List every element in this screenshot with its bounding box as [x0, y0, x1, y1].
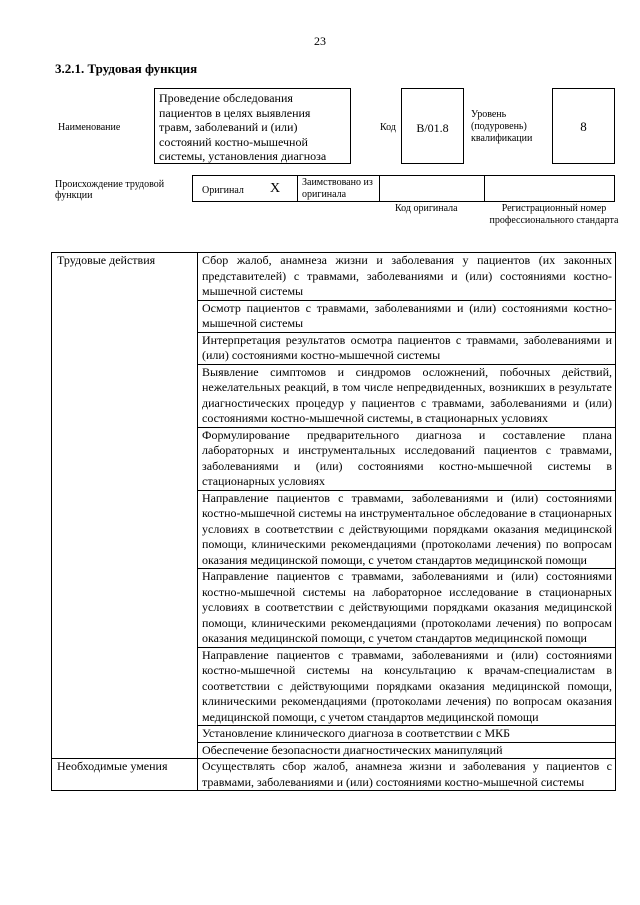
code-original-cell [380, 175, 485, 202]
reg-number-cell [485, 175, 615, 202]
function-name-box: Проведение обследования пациентов в целях выявления травм, заболеваний и (или) состояний костно-мышечной системы, установления диагноза [154, 88, 351, 164]
borrowed-cell [297, 175, 380, 202]
table-row [52, 253, 616, 301]
origin-label: Происхождение трудовой функции [55, 179, 165, 201]
origin-grid [192, 175, 615, 202]
labor-actions-header: Трудовые действия [52, 253, 198, 759]
code-original-caption: Код оригинала [395, 203, 458, 214]
labor-action-item: Направление пациентов с травмами, заболеваниями и (или) состояниями костно-мышечной системы на инструментальное обследование в стационарных условиях в соответствии с действующими порядками оказания медицинской помощи, клиническими рекомендациями (протоколами лечения) по вопросам оказания медицинской помощи, с учетом стандартов медицинской помощи [198, 490, 616, 569]
original-cell [192, 175, 297, 202]
borrowed-label: Заимствовано из оригинала [302, 177, 373, 200]
labor-action-item: Направление пациентов с травмами, заболеваниями и (или) состояниями костно-мышечной системы на консультацию к врачам-специалистам в соответствии с действующими порядками оказания медицинской помощи, клиническими рекомендациями (протоколами лечения) по вопросам оказания медицинской помощи, с учетом стандартов медицинской помощи [198, 647, 616, 726]
reg-number-caption: Регистрационный номер профессионального стандарта [489, 203, 619, 226]
labor-action-item: Формулирование предварительного диагноза и составление плана лабораторных и инструментальных исследований пациентов с травмами, заболеваниями и (или) состояниями костно-мышечной системы в стационарных условиях [198, 427, 616, 490]
original-label: Оригинал [202, 185, 244, 196]
qualification-level-box: 8 [552, 88, 615, 164]
labor-action-item: Интерпретация результатов осмотра пациентов с травмами, заболеваниями и (или) состояниями костно-мышечной системы [198, 332, 616, 364]
page-number: 23 [314, 34, 326, 48]
labor-action-item: Установление клинического диагноза в соответствии с МКБ [198, 726, 616, 743]
labor-action-item: Сбор жалоб, анамнеза жизни и заболевания у пациентов (их законных представителей) с травмами, заболеваниями и (или) состояниями костно-мышечной системы [198, 253, 616, 301]
function-code-box: В/01.8 [401, 88, 464, 164]
original-mark: X [270, 181, 281, 196]
labor-function-table [51, 252, 616, 791]
qualification-level-label: Уровень (подуровень) квалификации [471, 109, 533, 144]
skill-item: Осуществлять сбор жалоб, анамнеза жизни и заболевания у пациентов с травмами, заболеваниями и (или) состояниями костно-мышечной системы [198, 759, 616, 791]
section-title: 3.2.1. Трудовая функция [55, 61, 198, 76]
table-row [52, 759, 616, 791]
labor-action-item: Обеспечение безопасности диагностических манипуляций [198, 742, 616, 759]
code-label: Код [380, 122, 396, 133]
labor-action-item: Направление пациентов с травмами, заболеваниями и (или) состояниями костно-мышечной системы на лабораторное исследование в стационарных условиях в соответствии с действующими порядками оказания медицинской помощи, клиническими рекомендациями (протоколами лечения) по вопросам оказания медицинской помощи, с учетом стандартов медицинской помощи [198, 569, 616, 648]
skills-header: Необходимые умения [52, 759, 198, 791]
labor-action-item: Осмотр пациентов с травмами, заболеваниями и (или) состояниями костно-мышечной системы [198, 300, 616, 332]
labor-action-item: Выявление симптомов и синдромов осложнений, побочных действий, нежелательных реакций, в том числе непредвиденных, возникших в результате диагностических процедур у пациентов с травмами, заболеваниями и (или) состояниями костно-мышечной системы, в стационарных условиях [198, 364, 616, 427]
name-label: Наименование [58, 122, 121, 133]
